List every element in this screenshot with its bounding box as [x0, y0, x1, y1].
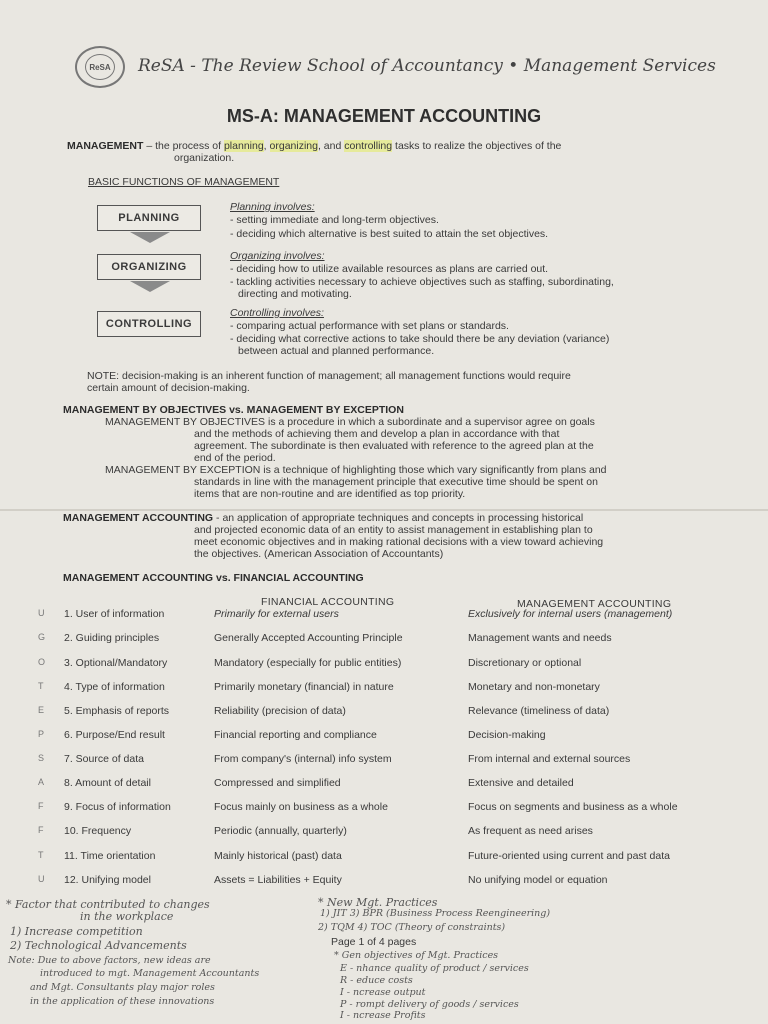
management-column-header: MANAGEMENT ACCOUNTING — [517, 598, 672, 610]
mgmt-acct-line: meet economic objectives and in making rational decisions with a view toward achieving — [194, 536, 604, 548]
mbo-line: and the methods of achieving them and develop a plan in accordance with that — [194, 428, 560, 440]
resa-logo-text: ReSA — [85, 54, 115, 80]
handwritten-note: I - ncrease Profits — [340, 1010, 426, 1021]
row-item: 8. Amount of detail — [64, 777, 151, 789]
margin-mark: G — [38, 632, 46, 642]
table-row — [38, 825, 738, 839]
financial-column-header: FINANCIAL ACCOUNTING — [261, 596, 395, 608]
def-text: tasks to realize the objectives of the — [392, 140, 562, 152]
table-row — [38, 729, 738, 743]
handwritten-note: in the workplace — [80, 910, 174, 923]
margin-mark: U — [38, 608, 45, 618]
handwritten-note: introduced to mgt. Management Accountants — [40, 968, 260, 979]
handwritten-note: 2) TQM 4) TOC (Theory of constraints) — [318, 922, 506, 933]
organizing-line: directing and motivating. — [238, 288, 352, 300]
row-item: 12. Unifying model — [64, 874, 151, 886]
mgmt-acct-line: and projected economic data of an entity to assist management in establishing plan to — [194, 524, 593, 536]
mgmt-acct-definition — [63, 512, 583, 524]
mbe-line: MANAGEMENT BY EXCEPTION is a technique of highlighting those which vary significantly from plans and — [105, 464, 607, 476]
table-row — [38, 753, 738, 767]
row-item: 10. Frequency — [64, 825, 132, 837]
down-arrow-icon — [130, 281, 170, 292]
margin-mark: S — [38, 753, 45, 763]
fold-line — [0, 509, 768, 511]
margin-mark: A — [38, 777, 45, 787]
handwritten-note: 2) Technological Advancements — [10, 939, 187, 952]
table-row — [38, 657, 738, 671]
row-management: No unifying model or equation — [468, 874, 608, 886]
management-term: MANAGEMENT — [67, 140, 144, 152]
management-definition-line2: organization. — [174, 152, 235, 164]
page-title: MS-A: MANAGEMENT ACCOUNTING — [226, 106, 542, 126]
mbe-line: items that are non-routine and are identified as top priority. — [194, 488, 466, 500]
row-item: 5. Emphasis of reports — [64, 705, 170, 717]
handwritten-note: in the application of these innovations — [30, 996, 215, 1007]
row-financial: Compressed and simplified — [214, 777, 341, 789]
mgmt-acct-term: MANAGEMENT ACCOUNTING — [63, 512, 214, 524]
planning-line: - deciding which alternative is best suited to attain the set objectives. — [230, 228, 549, 240]
planning-box: PLANNING — [97, 205, 201, 231]
row-financial: Focus mainly on business as a whole — [214, 801, 388, 813]
row-management: Management wants and needs — [468, 632, 612, 644]
mbo-line: end of the period. — [194, 452, 276, 464]
margin-mark: U — [38, 874, 45, 884]
mbe-line: standards in line with the management principle that executive time should be spent on — [194, 476, 598, 488]
row-financial: Primarily for external users — [214, 608, 339, 620]
handwritten-note: * Factor that contributed to changes — [6, 898, 210, 911]
row-financial: From company's (internal) info system — [214, 753, 392, 765]
planning-line: - setting immediate and long-term objectives. — [230, 214, 439, 226]
mbo-line: agreement. The subordinate is then evaluated with reference to the agreed plan at the — [194, 440, 594, 452]
row-financial: Primarily monetary (financial) in nature — [214, 681, 394, 693]
organizing-line: - tackling activities necessary to achieve objectives such as staffing, subordinating, — [230, 276, 614, 288]
row-management: As frequent as need arises — [468, 825, 593, 837]
margin-mark: O — [38, 657, 46, 667]
handwritten-note: and Mgt. Consultants play major roles — [30, 982, 215, 993]
organizing-box: ORGANIZING — [97, 254, 201, 280]
table-row — [38, 705, 738, 719]
organizing-highlight: organizing — [269, 140, 318, 152]
handwritten-note: E - nhance quality of product / services — [340, 963, 529, 974]
row-item: 7. Source of data — [64, 753, 144, 765]
def-text: , — [263, 140, 270, 152]
mbo-line: MANAGEMENT BY OBJECTIVES is a procedure in which a subordinate and a supervisor agree on goals — [105, 416, 595, 428]
row-financial: Reliability (precision of data) — [214, 705, 346, 717]
row-financial: Financial reporting and compliance — [214, 729, 377, 741]
row-management: Relevance (timeliness of data) — [468, 705, 610, 717]
organizing-line: - deciding how to utilize available resources as plans are carried out. — [230, 263, 549, 275]
row-item: 3. Optional/Mandatory — [64, 657, 168, 669]
row-financial: Generally Accepted Accounting Principle — [214, 632, 403, 644]
row-item: 6. Purpose/End result — [64, 729, 165, 741]
handwritten-note: I - ncrease output — [340, 987, 426, 998]
handwritten-note: * New Mgt. Practices — [318, 896, 438, 909]
row-management: Decision-making — [468, 729, 546, 741]
controlling-label: Controlling involves: — [230, 307, 324, 319]
margin-mark: T — [38, 681, 44, 691]
row-item: 9. Focus of information — [64, 801, 171, 813]
basic-functions-heading: BASIC FUNCTIONS OF MANAGEMENT — [88, 176, 280, 188]
margin-mark: E — [38, 705, 45, 715]
note-line: certain amount of decision-making. — [87, 382, 250, 394]
row-management: Exclusively for internal users (management) — [468, 608, 673, 620]
handwritten-note: Note: Due to above factors, new ideas are — [8, 955, 211, 966]
down-arrow-icon — [130, 232, 170, 243]
def-text: , and — [317, 140, 345, 152]
row-management: Focus on segments and business as a whole — [468, 801, 678, 813]
controlling-line: - comparing actual performance with set plans or standards. — [230, 320, 509, 332]
row-financial: Periodic (annually, quarterly) — [214, 825, 347, 837]
row-item: 2. Guiding principles — [64, 632, 160, 644]
row-financial: Mainly historical (past) data — [214, 850, 342, 862]
controlling-highlight: controlling — [344, 140, 393, 152]
planning-highlight: planning — [223, 140, 264, 152]
handwritten-note: * Gen objectives of Mgt. Practices — [334, 950, 499, 961]
row-management: Extensive and detailed — [468, 777, 574, 789]
table-row — [38, 850, 738, 864]
row-item: 11. Time orientation — [64, 850, 156, 862]
row-financial: Mandatory (especially for public entities) — [214, 657, 402, 669]
planning-label: Planning involves: — [230, 201, 315, 213]
school-name: ReSA - The Review School of Accountancy • Management Services — [138, 56, 716, 76]
mbo-mbe-heading: MANAGEMENT BY OBJECTIVES vs. MANAGEMENT BY EXCEPTION — [63, 404, 404, 416]
table-row — [38, 608, 738, 622]
table-row — [38, 801, 738, 815]
margin-mark: F — [38, 825, 44, 835]
table-row — [38, 777, 738, 791]
page-number: Page 1 of 4 pages — [331, 936, 417, 948]
handwritten-note: P - rompt delivery of goods / services — [340, 999, 519, 1010]
table-row — [38, 632, 738, 646]
row-management: Future-oriented using current and past data — [468, 850, 670, 862]
row-item: 4. Type of information — [64, 681, 165, 693]
handwritten-note: 1) Increase competition — [10, 925, 143, 938]
management-definition — [67, 140, 561, 152]
table-row — [38, 681, 738, 695]
controlling-line: - deciding what corrective actions to take should there be any deviation (variance) — [230, 333, 610, 345]
mgmt-acct-line: the objectives. (American Association of Accountants) — [194, 548, 444, 560]
controlling-box: CONTROLLING — [97, 311, 201, 337]
handwritten-note: 1) JIT 3) BPR (Business Process Reengineering) — [320, 908, 551, 919]
margin-mark: P — [38, 729, 45, 739]
organizing-label: Organizing involves: — [230, 250, 325, 262]
margin-mark: T — [38, 850, 44, 860]
def-text: – the process of — [143, 140, 224, 152]
row-financial: Assets = Liabilities + Equity — [214, 874, 342, 886]
row-management: Monetary and non-monetary — [468, 681, 600, 693]
mgmt-acct-text: - an application of appropriate techniques and concepts in processing historical — [213, 512, 584, 524]
controlling-line: between actual and planned performance. — [238, 345, 435, 357]
row-item: 1. User of information — [64, 608, 165, 620]
resa-logo — [75, 46, 125, 88]
margin-mark: F — [38, 801, 44, 811]
table-row — [38, 874, 738, 888]
row-management: From internal and external sources — [468, 753, 631, 765]
handwritten-note: R - educe costs — [340, 975, 413, 986]
comparison-heading: MANAGEMENT ACCOUNTING vs. FINANCIAL ACCOUNTING — [63, 572, 364, 584]
row-management: Discretionary or optional — [468, 657, 582, 669]
note-line: NOTE: decision-making is an inherent function of management; all management functions would require — [87, 370, 571, 382]
